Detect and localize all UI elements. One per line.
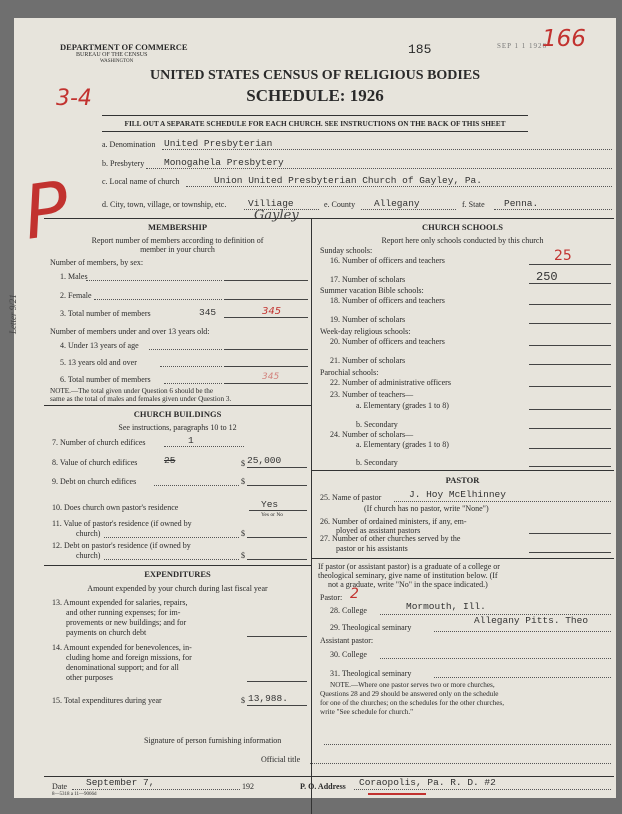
q10-hint: Yes or No [261,512,284,518]
q12-dollar-sign: $ [241,551,245,560]
pastor-heading: PASTOR [445,475,480,485]
po-address-field[interactable] [354,789,611,790]
q24a-label: a. Elementary (grades 1 to 8) [356,440,449,449]
q3-red-check: 345 [262,306,282,317]
po-address-label: P. O. Address [300,782,346,791]
assistant-pastor-label: Assistant pastor: [320,636,374,645]
q15-dollar-sign: $ [241,696,245,705]
q9-dollar-sign: $ [241,477,245,486]
header-rule-bottom [102,131,528,132]
q6-red-check: 345 [262,372,280,382]
q25-value[interactable]: J. Hoy McElhinney [409,489,506,500]
church-name-label: c. Local name of church [102,177,180,186]
q6-total-field[interactable] [224,383,308,384]
county-value[interactable]: Allegany [374,198,420,209]
q21-field[interactable] [529,364,611,365]
pastor-intro-2: theological seminary, give name of institution below. (If [318,571,498,580]
signature-label: Signature of person furnishing information [144,736,282,745]
official-title-label: Official title [261,755,301,764]
q17-value[interactable]: 250 [536,270,558,284]
q29-value[interactable]: Allegany Pitts. Theo [474,615,589,626]
pastor-graduate-label: Pastor: [320,593,343,602]
q16-value[interactable]: 25 [554,248,572,264]
membership-heading: MEMBERSHIP [147,222,208,232]
official-title-field[interactable] [310,763,611,764]
city-town-value[interactable]: Villiage [248,198,294,209]
q29-label: 29. Theological seminary [330,623,412,632]
date-received-stamp: SEP 1 1 1926 [497,42,548,50]
q15-total-label: 15. Total expenditures during year [52,696,162,705]
header-rule-top [102,115,528,116]
schools-heading: CHURCH SCHOOLS [422,222,503,232]
sunday-schools-label: Sunday schools: [320,246,373,255]
q26-field[interactable] [529,533,611,534]
q12-dots [104,559,239,560]
pastor-intro-3: not a graduate, write "No" in the space indicated.) [328,580,488,589]
q21-label: 21. Number of scholars [330,356,406,365]
q8-value-field[interactable] [247,467,307,468]
q15-total-field[interactable] [247,705,307,706]
county-line[interactable] [361,209,456,210]
city-label: WASHINGTON [100,59,134,64]
po-address-value[interactable]: Coraopolis, Pa. R. D. #2 [359,777,496,788]
schedule-title: SCHEDULE: 1926 [246,86,384,105]
buildings-section [44,409,311,419]
census-schedule-sheet [8,18,616,798]
q2-female-field[interactable] [224,299,308,300]
city-town-handwritten: Gayley [254,208,299,223]
q7-edifices-label: 7. Number of church edifices [52,438,146,447]
q13-line-2: and other running expenses; for im- [66,608,181,617]
q16-label: 16. Number of officers and teachers [330,256,445,265]
red-margin-p-mark: P [18,165,75,257]
q26-label-1: 26. Number of ordained ministers, if any, em- [320,517,467,526]
bureau-label: BUREAU OF THE CENSUS [76,52,148,58]
q10-residence-label: 10. Does church own pastor's residence [52,503,179,512]
schools-section [311,222,614,232]
q4-under13-label: 4. Under 13 years of age [60,341,139,350]
q2-female-label: 2. Female [60,291,92,300]
q4-under13-field[interactable] [224,349,308,350]
q14-amount-field[interactable] [247,681,307,682]
pastor-divider [311,558,614,559]
q31-label: 31. Theological seminary [330,669,412,678]
pastor-note-3: for one of the churches; on the schedules for the other churches, [320,699,505,707]
presbytery-line[interactable] [146,168,612,169]
q13-line-4: payments on church debt [66,628,147,637]
q12-label-1: 12. Debt on pastor's residence (if owned by [52,541,191,550]
form-code: 8—5318 a 11—9066d [52,792,97,797]
q18-field[interactable] [529,304,611,305]
pastor-note-1: NOTE.—Where one pastor serves two or more churches, [330,681,495,689]
membership-note-2: same as the total of males and females given under Question 3. [50,395,232,403]
buildings-bottom [44,565,311,566]
q31-field[interactable] [434,677,611,678]
q7-edifices-value[interactable]: 1 [188,435,194,446]
q20-field[interactable] [529,345,611,346]
dept-label: DEPARTMENT OF COMMERCE [60,42,188,52]
denomination-line[interactable] [162,149,612,150]
pastor-section [311,475,614,485]
q5-over13-label: 5. 13 years old and over [60,358,137,367]
pastor-intro-1: If pastor (or assistant pastor) is a graduate of a college or [318,562,500,571]
membership-section [44,222,311,232]
q22-field[interactable] [529,386,611,387]
q25-hint: (If church has no pastor, write "None") [364,504,489,513]
q30-field[interactable] [380,658,611,659]
presbytery-value[interactable]: Monogahela Presbytery [164,157,284,168]
weekday-schools-label: Week-day religious schools: [320,327,411,336]
q9-debt-label: 9. Debt on church edifices [52,477,137,486]
members-by-sex-label: Number of members, by sex: [50,258,144,267]
q8-strikethrough: 25 [164,455,176,466]
date-value[interactable]: September 7, [86,777,155,788]
church-name-value[interactable]: Union United Presbyterian Church of Gayley, Pa. [214,175,482,186]
q23b-label: b. Secondary [356,420,398,429]
state-line[interactable] [494,209,612,210]
q27-field[interactable] [529,552,611,553]
q24b-field[interactable] [529,466,611,467]
schools-intro: Report here only schools conducted by this church [381,236,544,245]
q9-dots [154,485,239,486]
q3-total-value[interactable]: 345 [199,307,217,318]
denomination-label: a. Denomination [102,140,156,149]
state-value[interactable]: Penna. [504,198,539,209]
date-label: Date [52,782,68,791]
city-town-label: d. City, town, village, or township, etc. [102,200,227,209]
q15-total-value[interactable]: 13,988. [248,693,288,704]
q14-line-4: other purposes [66,673,113,682]
q14-line-3: denominational support; and for all [66,663,179,672]
po-red-underline [368,793,426,795]
pastor-red-mark: 2 [350,586,359,602]
margin-letter-note: Letter 9/21 [8,294,18,334]
q25-label: 25. Name of pastor [320,493,382,502]
q6-total-label: 6. Total number of members [60,375,151,384]
q16-field[interactable] [529,264,611,265]
q12-label-2: church) [76,551,101,560]
main-box-top [44,218,614,219]
membership-note-1: NOTE.—The total given under Question 6 should be the [50,387,214,395]
q6-dots [164,383,222,384]
q12-debt-field[interactable] [247,559,307,560]
q8-value-label: 8. Value of church edifices [52,458,138,467]
q22-label: 22. Number of administrative officers [330,378,451,387]
q5-dots [160,366,222,367]
expenditures-intro: Amount expended by your church during last fiscal year [87,584,268,593]
q27-label-1: 27. Number of other churches served by the [320,534,461,543]
q24-label: 24. Number of scholars— [330,430,414,439]
q24a-field[interactable] [529,448,611,449]
q19-field[interactable] [529,323,611,324]
state-label: f. State [462,200,485,209]
q27-label-2: pastor or his assistants [336,544,408,553]
q26-label-2: ployed as assistant pastors [336,526,421,535]
church-name-line[interactable] [186,186,612,187]
q14-line-2: cluding home and foreign missions, for [66,653,192,662]
denomination-value[interactable]: United Presbyterian [164,138,273,149]
q1-dots [86,280,222,281]
q7-field[interactable] [164,446,244,447]
q8-value-amount[interactable]: 25,000 [247,455,282,466]
q9-debt-field[interactable] [247,485,307,486]
q10-residence-value[interactable]: Yes [261,499,279,510]
pastor-note-4: write "See schedule for church." [320,708,414,716]
presbytery-label: b. Presbytery [102,159,145,168]
q23a-label: a. Elementary (grades 1 to 8) [356,401,449,410]
q25-field[interactable] [394,501,611,502]
date-field[interactable] [72,789,240,790]
q8-dollar-sign: $ [241,459,245,468]
membership-intro-2: member in your church [140,245,215,254]
q5-over13-field[interactable] [224,366,308,367]
q4-dots [149,349,222,350]
q17-field[interactable] [529,283,611,284]
age-split-label: Number of members under and over 13 years old: [50,327,210,336]
q11-residence-value-field[interactable] [247,537,307,538]
q28-value[interactable]: Mormouth, Ill. [406,601,486,612]
membership-bottom [44,405,311,406]
membership-intro-1: Report number of members according to definition of [91,236,264,245]
q13-amount-field[interactable] [247,636,307,637]
center-divider [311,218,312,814]
q23-label: 23. Number of teachers— [330,390,414,399]
pastor-note-2: Questions 28 and 29 should be answered only on the schedule [320,690,499,698]
q11-label-1: 11. Value of pastor's residence (if owned by [52,519,192,528]
q18-label: 18. Number of officers and teachers [330,296,445,305]
q23b-field[interactable] [529,428,611,429]
q2-dots [94,299,222,300]
county-label: e. County [324,200,356,209]
q3-total-label: 3. Total number of members [60,309,151,318]
q17-label: 17. Number of scholars [330,275,406,284]
q19-label: 19. Number of scholars [330,315,406,324]
serial-number: 185 [408,42,432,57]
q11-dollar-sign: $ [241,529,245,538]
signature-field[interactable] [324,744,611,745]
q11-dots [104,537,239,538]
form-title: UNITED STATES CENSUS OF RELIGIOUS BODIES [149,68,480,83]
q14-line-1: 14. Amount expended for benevolences, in- [52,643,192,652]
q13-line-1: 13. Amount expended for salaries, repairs, [52,598,188,607]
q11-label-2: church) [76,529,101,538]
q23a-field[interactable] [529,409,611,410]
expenditures-section [44,569,311,579]
q1-males-field[interactable] [224,280,308,281]
q28-label: 28. College [330,606,367,615]
red-code: 3-4 [56,86,92,111]
q30-label: 30. College [330,650,367,659]
q10-residence-field[interactable] [249,510,307,511]
buildings-intro: See instructions, paragraphs 10 to 12 [118,423,237,432]
q3-total-field[interactable] [224,317,308,318]
q29-field[interactable] [434,631,611,632]
parochial-schools-label: Parochial schools: [320,368,379,377]
q20-label: 20. Number of officers and teachers [330,337,445,346]
q1-males-label: 1. Males [60,272,88,281]
year-label: 192 [242,782,254,791]
buildings-heading: CHURCH BUILDINGS [133,409,222,419]
red-file-number: 166 [542,26,586,52]
schools-bottom [311,470,614,471]
instruction-line: FILL OUT A SEPARATE SCHEDULE FOR EACH CHURCH. SEE INSTRUCTIONS ON THE BACK OF THIS SHEET [124,119,506,128]
expenditures-heading: EXPENDITURES [144,569,211,579]
vacation-schools-label: Summer vacation Bible schools: [320,286,424,295]
q24b-label: b. Secondary [356,458,398,467]
q13-line-3: provements or new buildings; and for [66,618,187,627]
